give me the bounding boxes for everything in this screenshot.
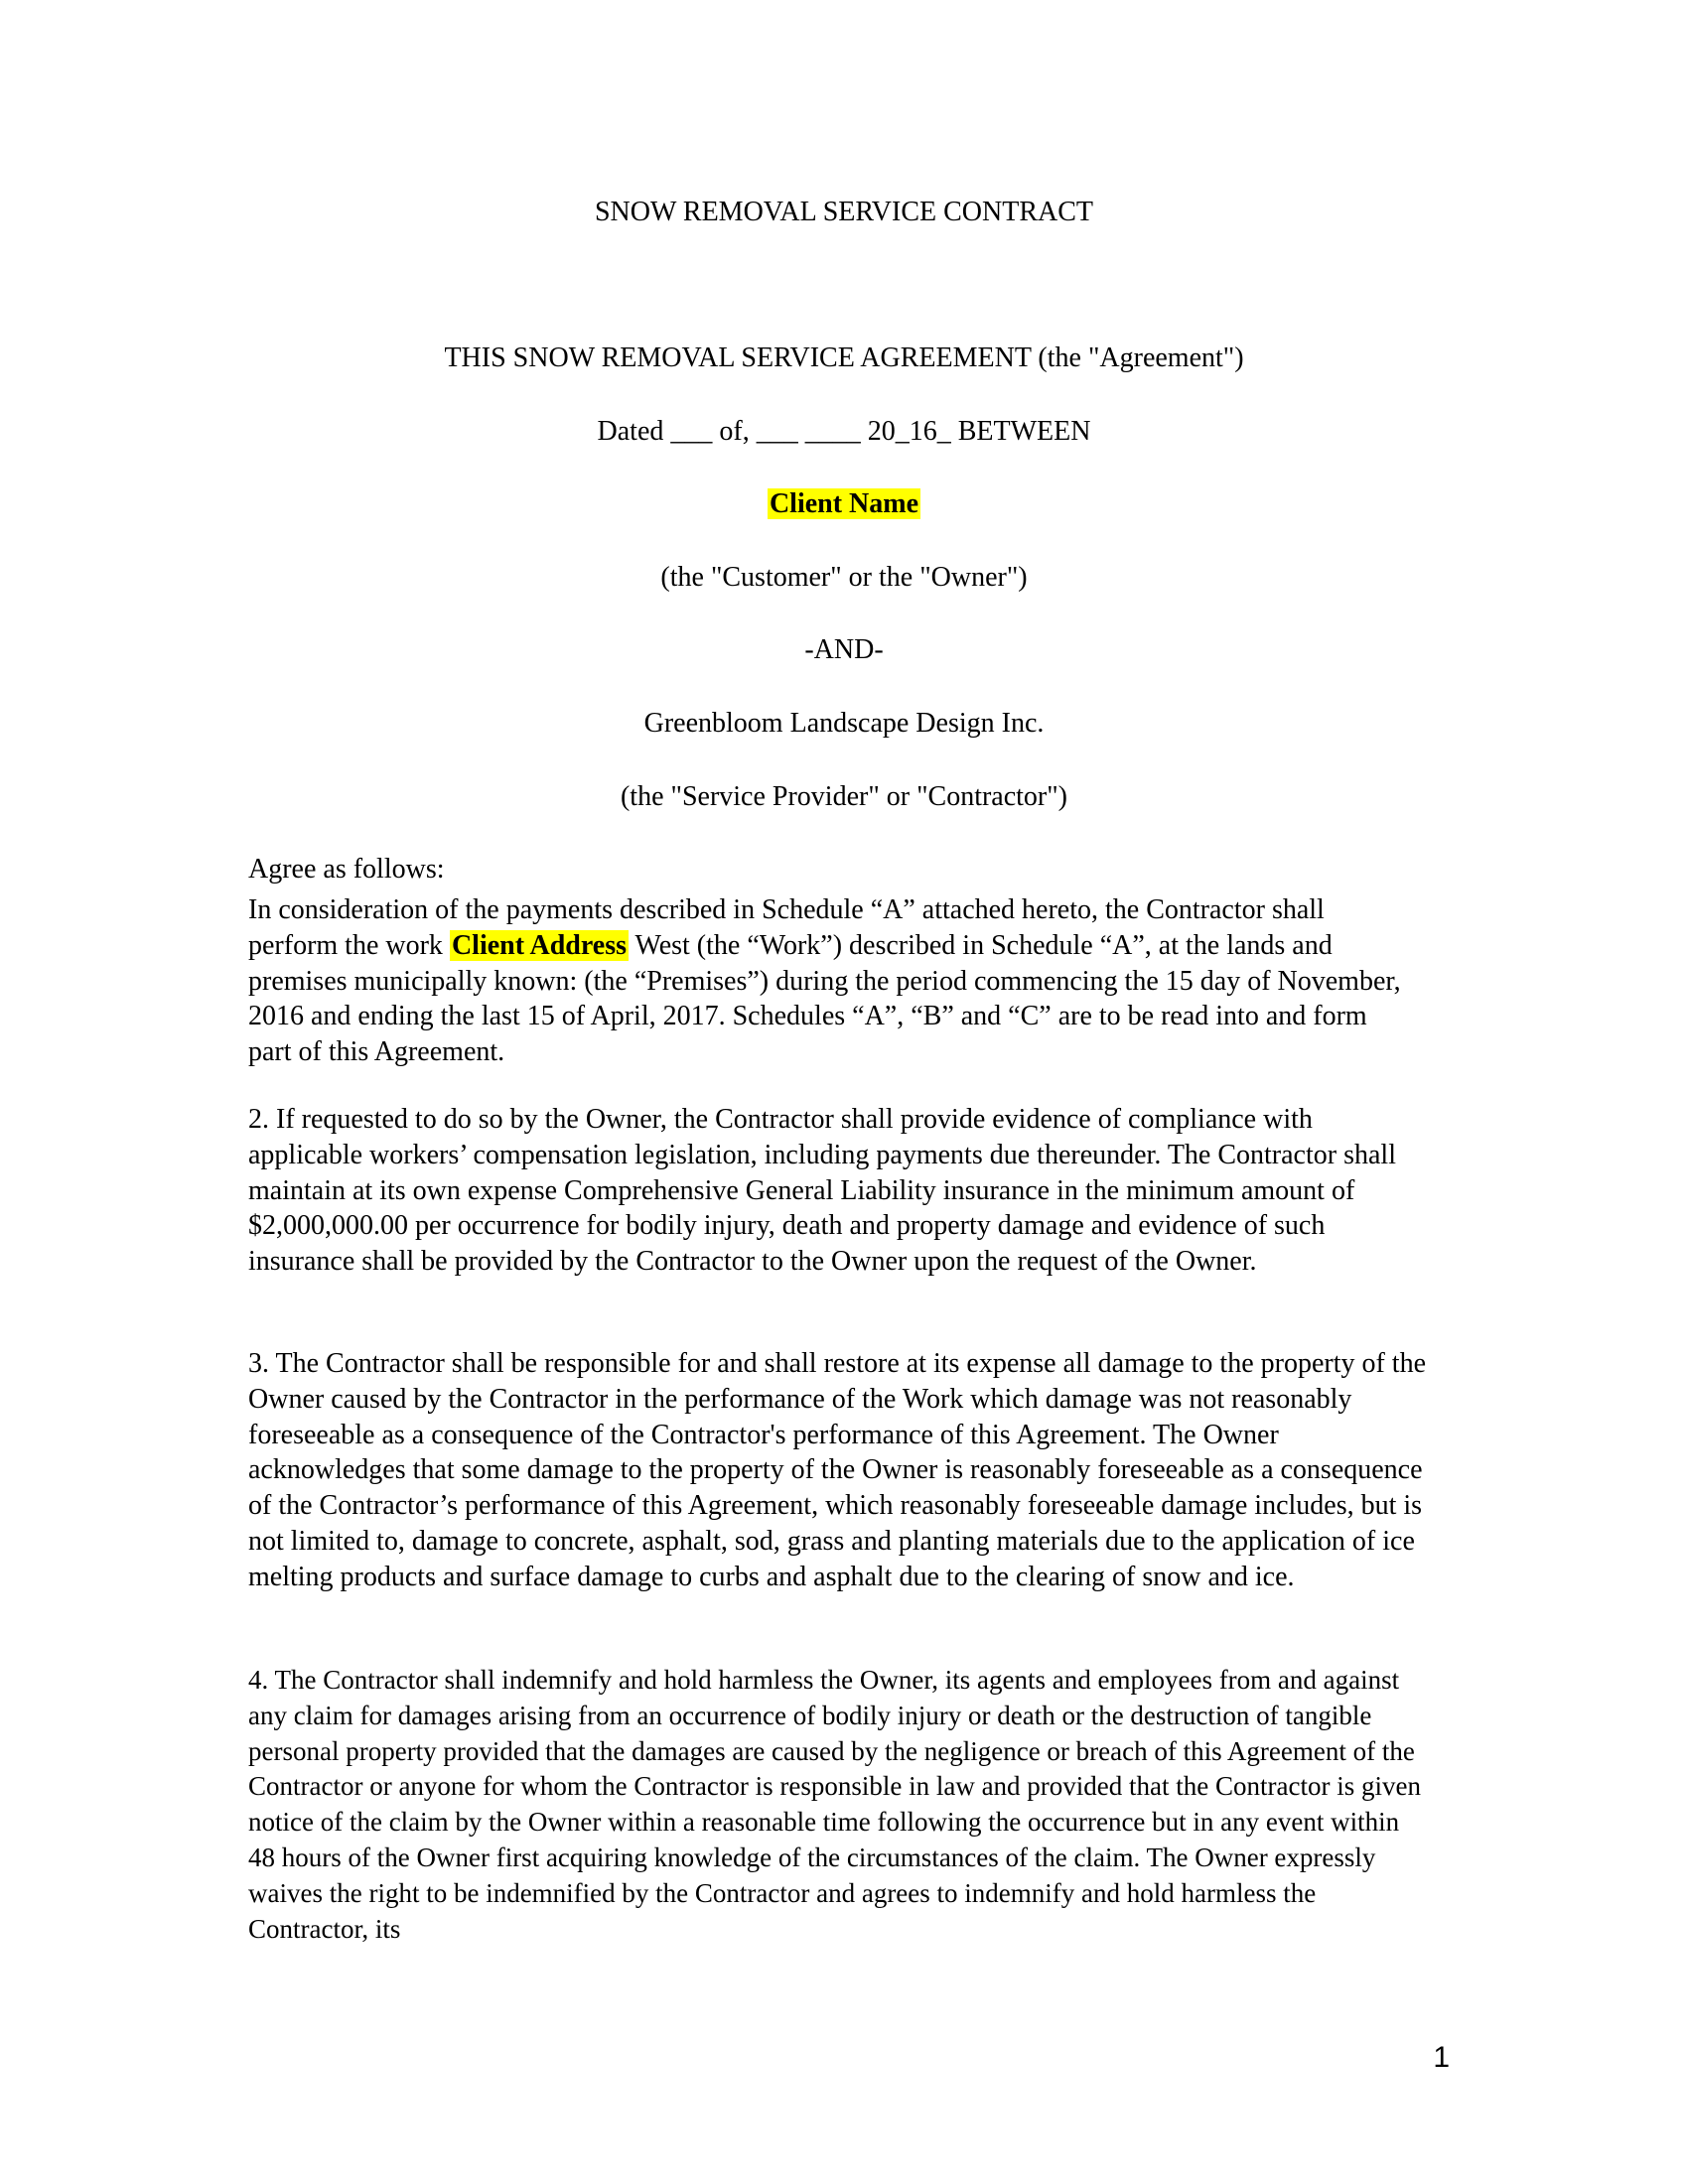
provider-role-line: (the "Service Provider" or "Contractor") — [620, 781, 1068, 812]
client-name-line — [0, 486, 1688, 522]
lead-in-text: Agree as follows: — [248, 854, 445, 885]
and-separator: -AND- — [804, 634, 884, 665]
client-name-placeholder: Client Name — [769, 488, 919, 519]
agreement-heading: THIS SNOW REMOVAL SERVICE AGREEMENT (the "Agreement") — [444, 342, 1244, 373]
clause-4-paragraph: 4. The Contractor shall indemnify and hold harmless the Owner, its agents and employees from and against any claim for damages arising from an occurrence of bodily injury or death or the destruction of tangible personal property provided that the damages are caused by the negligence or breach of this Agreement of the Contractor or anyone for whom the Contractor is responsible in law and provided that the Contractor is given notice of the claim by the Owner within a reasonable time following the occurrence but in any event within 48 hours of the Owner first acquiring knowledge of the circumstances of the claim. The Owner expressly waives the right to be indemnified by the Contractor and agrees to indemnify and hold harmless the Contractor, its — [248, 1665, 1421, 1944]
dated-line: Dated ___ of, ___ ____ 20_16_ BETWEEN — [597, 416, 1091, 447]
page-number: 1 — [1433, 2041, 1450, 2074]
contract-title: SNOW REMOVAL SERVICE CONTRACT — [594, 197, 1094, 227]
clause-3-paragraph: 3. The Contractor shall be responsible for and shall restore at its expense all damage to the property of the Owner caused by the Contractor in the performance of the Work which damage was not reasonably foreseeable as a consequence of the Contractor's performance of this Agreement. The Owner acknowledges that some damage to the property of the Owner is reasonably foreseeable as a consequence of the Contractor’s performance of this Agreement, which reasonably foreseeable damage includes, but is not limited to, damage to concrete, asphalt, sod, grass and planting materials due to the application of ice melting products and surface damage to curbs and asphalt due to the clearing of snow and ice. — [248, 1348, 1427, 1592]
provider-name: Greenbloom Landscape Design Inc. — [643, 708, 1045, 739]
customer-role-line: (the "Customer" or the "Owner") — [660, 562, 1028, 593]
clause-2-paragraph: 2. If requested to do so by the Owner, the Contractor shall provide evidence of compliance with applicable workers’ compensation legislation, including payments due thereunder. The Contractor shall maintain at its own expense Comprehensive General Liability insurance in the minimum amount of $2,000,000.00 per occurrence for bodily injury, death and property damage and evidence of such insurance shall be provided by the Contractor to the Owner upon the request of the Owner. — [248, 1104, 1396, 1278]
clause-1-paragraph — [248, 892, 1410, 1070]
client-address-placeholder: Client Address — [451, 929, 628, 961]
clause-1-text-end: West (the “Work”) described in Schedule “A”, at the lands and premises municipally known: (the “Premises”) during the period commencing the 15 day of November, 2016 and ending the last 15 of April, 2017. Schedules “A”, “B” and “C” are to be read into and form part of this Agreement. — [248, 929, 1401, 1068]
clause-1-text-start: In consideration of the payments described in Schedule “A” attached hereto, the Contractor shall perform the work — [248, 894, 1325, 961]
